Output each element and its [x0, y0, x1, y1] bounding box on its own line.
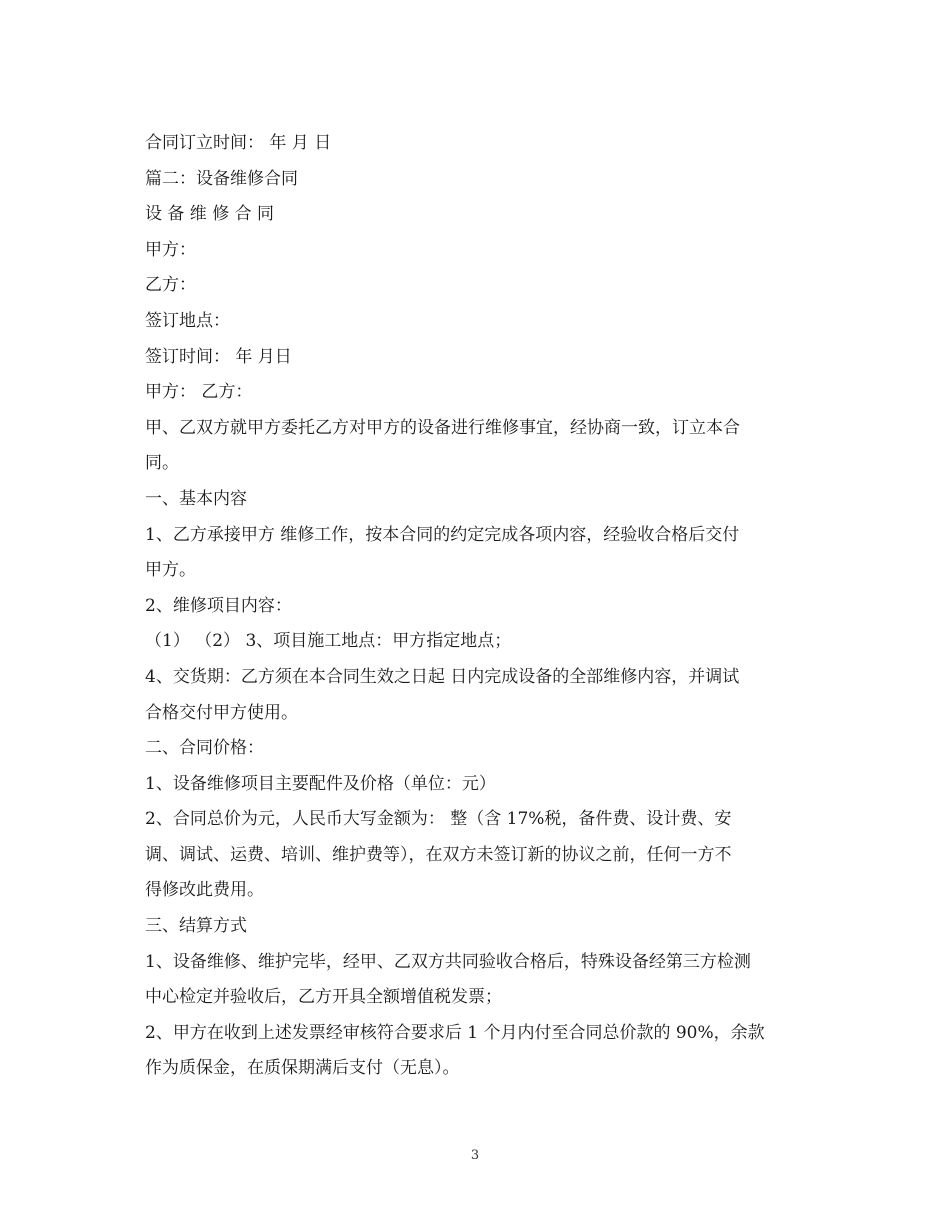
- page-number: 3: [470, 1148, 480, 1163]
- section-heading: 一、基本内容: [145, 488, 247, 509]
- paragraph-line: 同。: [145, 453, 179, 474]
- paragraph-line: 调、调试、运费、培训、维护费等），在双方未签订新的协议之前，任何一方不: [145, 844, 732, 865]
- paragraph-line: 2、合同总价为元，人民币大写金额为： 整（含 17%税，备件费、设计费、安: [145, 809, 732, 830]
- section-heading: 三、结算方式: [145, 916, 247, 937]
- paragraph-line: 合格交付甲方使用。: [145, 702, 298, 723]
- paragraph-line: 中心检定并验收后，乙方开具全额增值税发票；: [145, 987, 502, 1008]
- paragraph-line: 1、设备维修、维护完毕，经甲、乙双方共同验收合格后，特殊设备经第三方检测: [145, 951, 751, 972]
- parties-line: 甲方： 乙方：: [145, 382, 253, 403]
- paragraph-line: 1、设备维修项目主要配件及价格（单位：元）: [145, 773, 496, 794]
- contract-title: 设 备 维 修 合 同: [145, 204, 275, 225]
- paragraph-line: 甲方。: [145, 560, 196, 581]
- party-a-line: 甲方：: [145, 239, 196, 260]
- paragraph-line: 作为质保金，在质保期满后支付（无息）。: [145, 1058, 460, 1079]
- document-body: [145, 126, 815, 1087]
- paragraph-line: 得修改此费用。: [145, 880, 264, 901]
- signing-time-line: 签订时间： 年 月日: [145, 346, 292, 367]
- paragraph-line: 4、交货期：乙方须在本合同生效之日起 日内完成设备的全部维修内容，并调试: [145, 666, 740, 687]
- contract-date-line: 合同订立时间： 年 月 日: [145, 133, 332, 153]
- paragraph-line: 1、乙方承接甲方 维修工作，按本合同的约定完成各项内容，经验收合格后交付: [145, 524, 740, 545]
- paragraph-line: 2、甲方在收到上述发票经审核符合要求后 1 个月内付至合同总价款的 90%，余款: [145, 1022, 765, 1043]
- section-heading: 二、合同价格：: [145, 738, 264, 759]
- signing-place-line: 签订地点：: [145, 310, 230, 331]
- paragraph-line: 甲、乙双方就甲方委托乙方对甲方的设备进行维修事宜，经协商一致，订立本合: [145, 417, 740, 438]
- section-heading: 篇二：设备维修合同: [145, 168, 298, 189]
- party-b-line: 乙方：: [145, 275, 196, 296]
- paragraph-line: （1） （2） 3、项目施工地点：甲方指定地点；: [145, 631, 512, 652]
- paragraph-line: 2、维修项目内容：: [145, 595, 292, 616]
